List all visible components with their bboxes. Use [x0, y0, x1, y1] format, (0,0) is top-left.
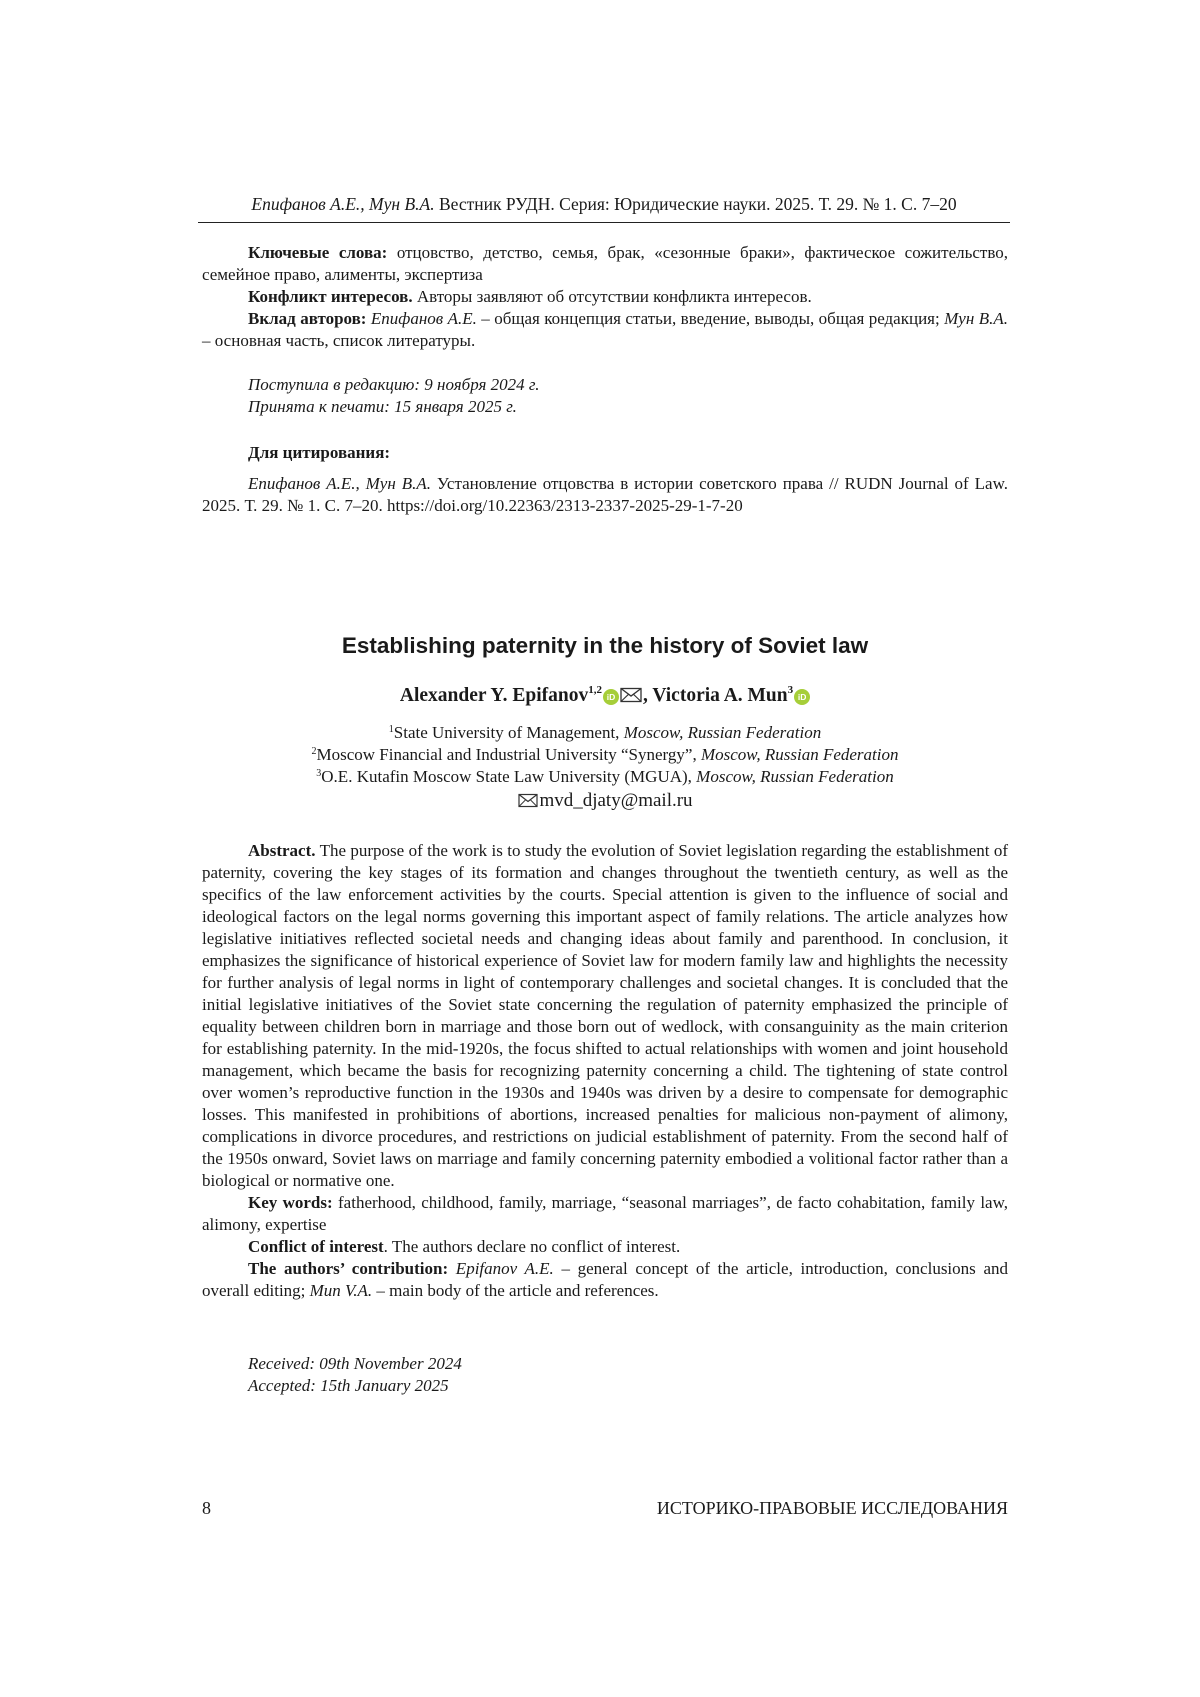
- russian-dates: [202, 374, 1008, 418]
- article-title: Establishing paternity in the history of Soviet law: [202, 632, 1008, 660]
- envelope-icon[interactable]: [620, 687, 642, 703]
- english-dates: [202, 1353, 1008, 1397]
- page: [0, 0, 1200, 1697]
- author-1-name: Alexander Y. Epifanov: [400, 685, 588, 706]
- en-keywords: Key words: fatherhood, childhood, family, marriage, “seasonal marriages”, de facto cohabitation, family law, alimony, expertise: [202, 1192, 1008, 1236]
- author-separator: ,: [643, 685, 652, 706]
- ru-keywords: Ключевые слова: отцовство, детство, семья, брак, «сезонные браки», фактическое сожительство, семейное право, алименты, экспертиза: [202, 242, 1008, 286]
- header-authors: Епифанов А.Е., Мун В.А.: [251, 194, 434, 214]
- ru-accepted: Принята к печати: 15 января 2025 г.: [202, 396, 1008, 418]
- running-header: [198, 193, 1010, 223]
- author-1-affil: 1,2: [588, 684, 602, 696]
- english-abstract-block: [202, 840, 1008, 1302]
- en-conflict: Conflict of interest. The authors declare no conflict of interest.: [202, 1236, 1008, 1258]
- email-line: [202, 788, 1008, 813]
- citation-text: Епифанов А.Е., Мун В.А. Установление отцовства в истории советского права // RUDN Journal of Law. 2025. Т. 29. № 1. С. 7–20. https://doi.org/10.22363/2313-2337-2025-29-1-7-20: [202, 473, 1008, 517]
- affiliation-1: 1State University of Management, Moscow, Russian Federation: [202, 722, 1008, 744]
- header-journal: Вестник РУДН. Серия: Юридические науки. 2025. Т. 29. № 1. С. 7–20: [435, 194, 957, 214]
- page-number: 8: [202, 1497, 211, 1519]
- orcid-icon[interactable]: iD: [794, 689, 810, 705]
- ru-received: Поступила в редакцию: 9 ноября 2024 г.: [202, 374, 1008, 396]
- email-link[interactable]: mvd_djaty@mail.ru: [539, 790, 692, 811]
- en-received: Received: 09th November 2024: [202, 1353, 1008, 1375]
- abstract: Abstract. The purpose of the work is to study the evolution of Soviet legislation regarding the establishment of paternity, covering the key stages of its formation and changes throughout the twentieth century, as well as the specifics of the law enforcement activities by the courts. Special attention is given to the influence of social and ideological factors on the legal norms governing this important aspect of family relations. The article analyzes how legislative initiatives reflected societal needs and changing ideas about family and parenthood. In conclusion, it emphasizes the significance of historical experience of Soviet law for modern family law and highlights the necessity for further analysis of legal norms in light of contemporary challenges and societal changes. It is concluded that the initial legislative initiatives of the Soviet state concerning the regulation of paternity emphasized the principle of equality between children born in marriage and those born out of wedlock, with consanguinity as the main criterion for establishing paternity. In the mid-1920s, the focus shifted to actual relationships with women and joint household management, which became the basis for recognizing paternity concerning a child. The tightening of state control over women’s reproductive function in the 1930s and 1940s was driven by a desire to compensate for demographic losses. This manifested in prohibitions of abortions, increased penalties for malicious non-payment of alimony, complications in divorce procedures, and restrictions on judicial establishment of paternity. From the second half of the 1950s onward, Soviet laws on marriage and family concerning paternity embodied a volitional factor rather than a biological or normative one.: [202, 840, 1008, 1192]
- envelope-icon: [518, 793, 538, 808]
- russian-citation: [202, 442, 1008, 517]
- affiliations: [202, 722, 1008, 813]
- orcid-icon[interactable]: iD: [603, 689, 619, 705]
- en-contribution: The authors’ contribution: Epifanov A.E. – general concept of the article, introduction, conclusions and overall editing; Mun V.A. – main body of the article and references.: [202, 1258, 1008, 1302]
- russian-metadata: [202, 242, 1008, 352]
- author-2-affil: 3: [788, 684, 794, 696]
- section-title: ИСТОРИКО-ПРАВОВЫЕ ИССЛЕДОВАНИЯ: [657, 1497, 1008, 1519]
- author-line: [202, 683, 1008, 709]
- en-accepted: Accepted: 15th January 2025: [202, 1375, 1008, 1397]
- citation-label: Для цитирования:: [202, 442, 1008, 464]
- affiliation-2: 2Moscow Financial and Industrial University “Synergy”, Moscow, Russian Federation: [202, 744, 1008, 766]
- ru-conflict: Конфликт интересов. Авторы заявляют об отсутствии конфликта интересов.: [202, 286, 1008, 308]
- affiliation-3: 3O.E. Kutafin Moscow State Law University (MGUA), Moscow, Russian Federation: [202, 766, 1008, 788]
- ru-contribution: Вклад авторов: Епифанов А.Е. – общая концепция статьи, введение, выводы, общая редакция; Мун В.А. – основная часть, список литературы.: [202, 308, 1008, 352]
- author-2-name: Victoria A. Mun: [652, 685, 787, 706]
